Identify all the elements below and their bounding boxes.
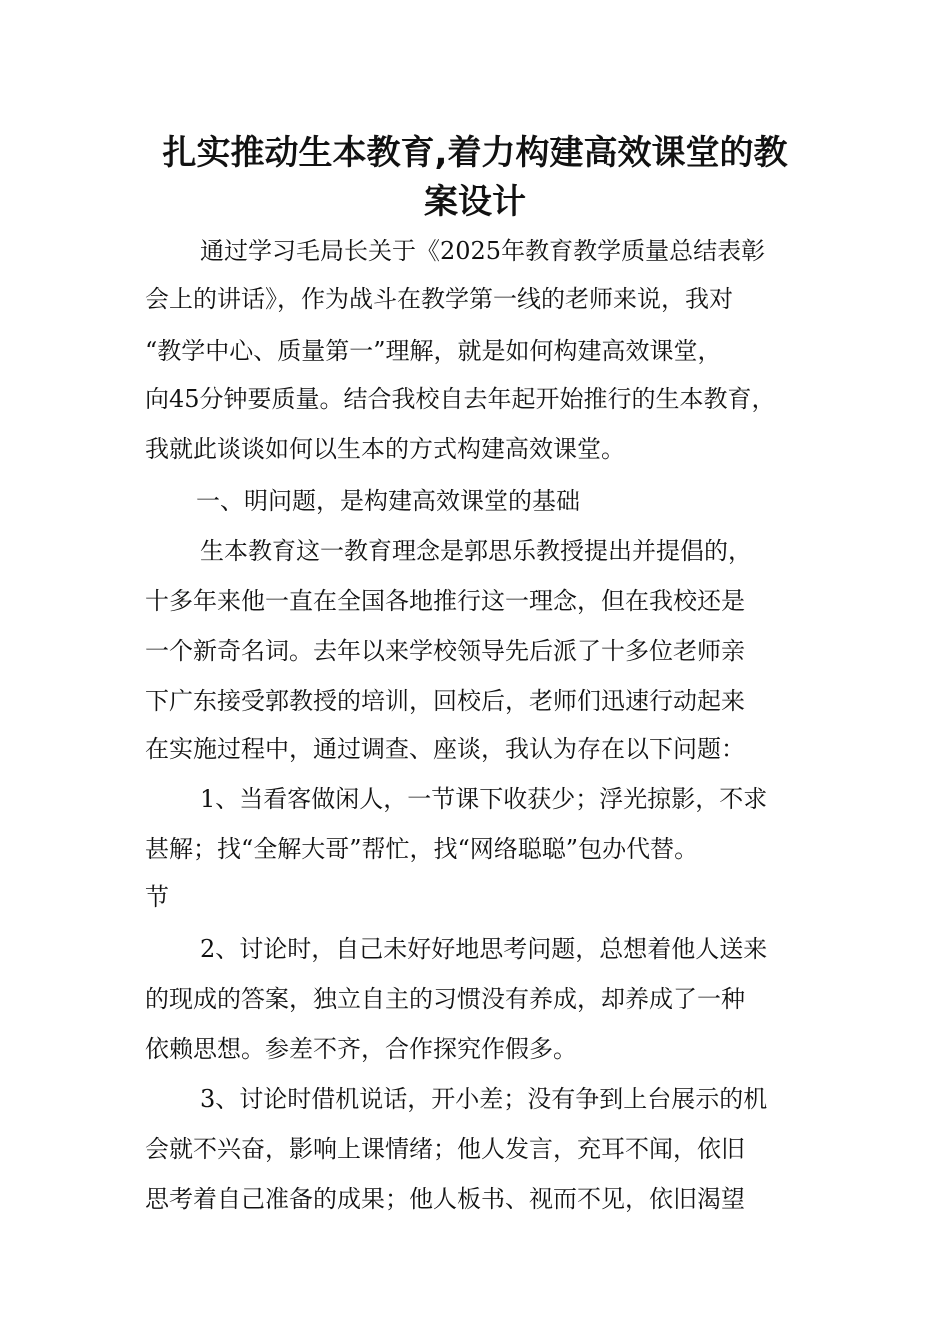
paragraph-2-line-1: 生本教育这一教育理念是郭思乐教授提出并提倡的， bbox=[200, 537, 752, 565]
paragraph-1-line-3: “教学中心、质量第一”理解，就是如何构建高效课堂， bbox=[145, 337, 722, 365]
item-1-line-1: 1、当看客做闲人，一节课下收获少；浮光掠影，不求 bbox=[200, 785, 768, 813]
item-3-line-3: 思考着自己准备的成果；他人板书、视而不见，依旧渴望 bbox=[145, 1185, 745, 1213]
item-1-line-2: 甚解；找“全解大哥”帮忙，找“网络聪聪”包办代替。 bbox=[145, 835, 699, 863]
item-2-line-1: 2、讨论时，自己未好好地思考问题，总想着他人送来 bbox=[200, 935, 768, 963]
paragraph-2-line-3: 一个新奇名词。去年以来学校领导先后派了十多位老师亲 bbox=[145, 637, 745, 665]
section-heading-1: 一、明问题，是构建高效课堂的基础 bbox=[196, 487, 580, 515]
item-2-line-3: 依赖思想。参差不齐，合作探究作假多。 bbox=[145, 1035, 577, 1063]
item-3-line-2: 会就不兴奋，影响上课情绪；他人发言，充耳不闻，依旧 bbox=[145, 1135, 745, 1163]
item-2-line-2: 的现成的答案，独立自主的习惯没有养成，却养成了一种 bbox=[145, 985, 745, 1013]
document-title-line-1: 扎实推动生本教育,着力构建高效课堂的教 bbox=[162, 133, 788, 173]
paragraph-1-line-1: 通过学习毛局长关于《2025年教育教学质量总结表彰 bbox=[200, 237, 766, 265]
document-title-line-2: 案设计 bbox=[424, 182, 526, 222]
paragraph-1-line-4: 向45分钟要质量。结合我校自去年起开始推行的生本教育， bbox=[145, 385, 776, 413]
paragraph-2-line-5: 在实施过程中，通过调查、座谈，我认为存在以下问题： bbox=[145, 735, 745, 763]
paragraph-2-line-4: 下广东接受郭教授的培训，回校后，老师们迅速行动起来 bbox=[145, 687, 745, 715]
paragraph-1-line-2: 会上的讲话》，作为战斗在教学第一线的老师来说，我对 bbox=[145, 285, 733, 313]
paragraph-2-line-2: 十多年来他一直在全国各地推行这一理念，但在我校还是 bbox=[145, 587, 745, 615]
paragraph-1-line-5: 我就此谈谈如何以生本的方式构建高效课堂。 bbox=[145, 435, 625, 463]
item-3-line-1: 3、讨论时借机说话，开小差；没有争到上台展示的机 bbox=[200, 1085, 768, 1113]
item-1-line-3: 节 bbox=[145, 883, 169, 911]
